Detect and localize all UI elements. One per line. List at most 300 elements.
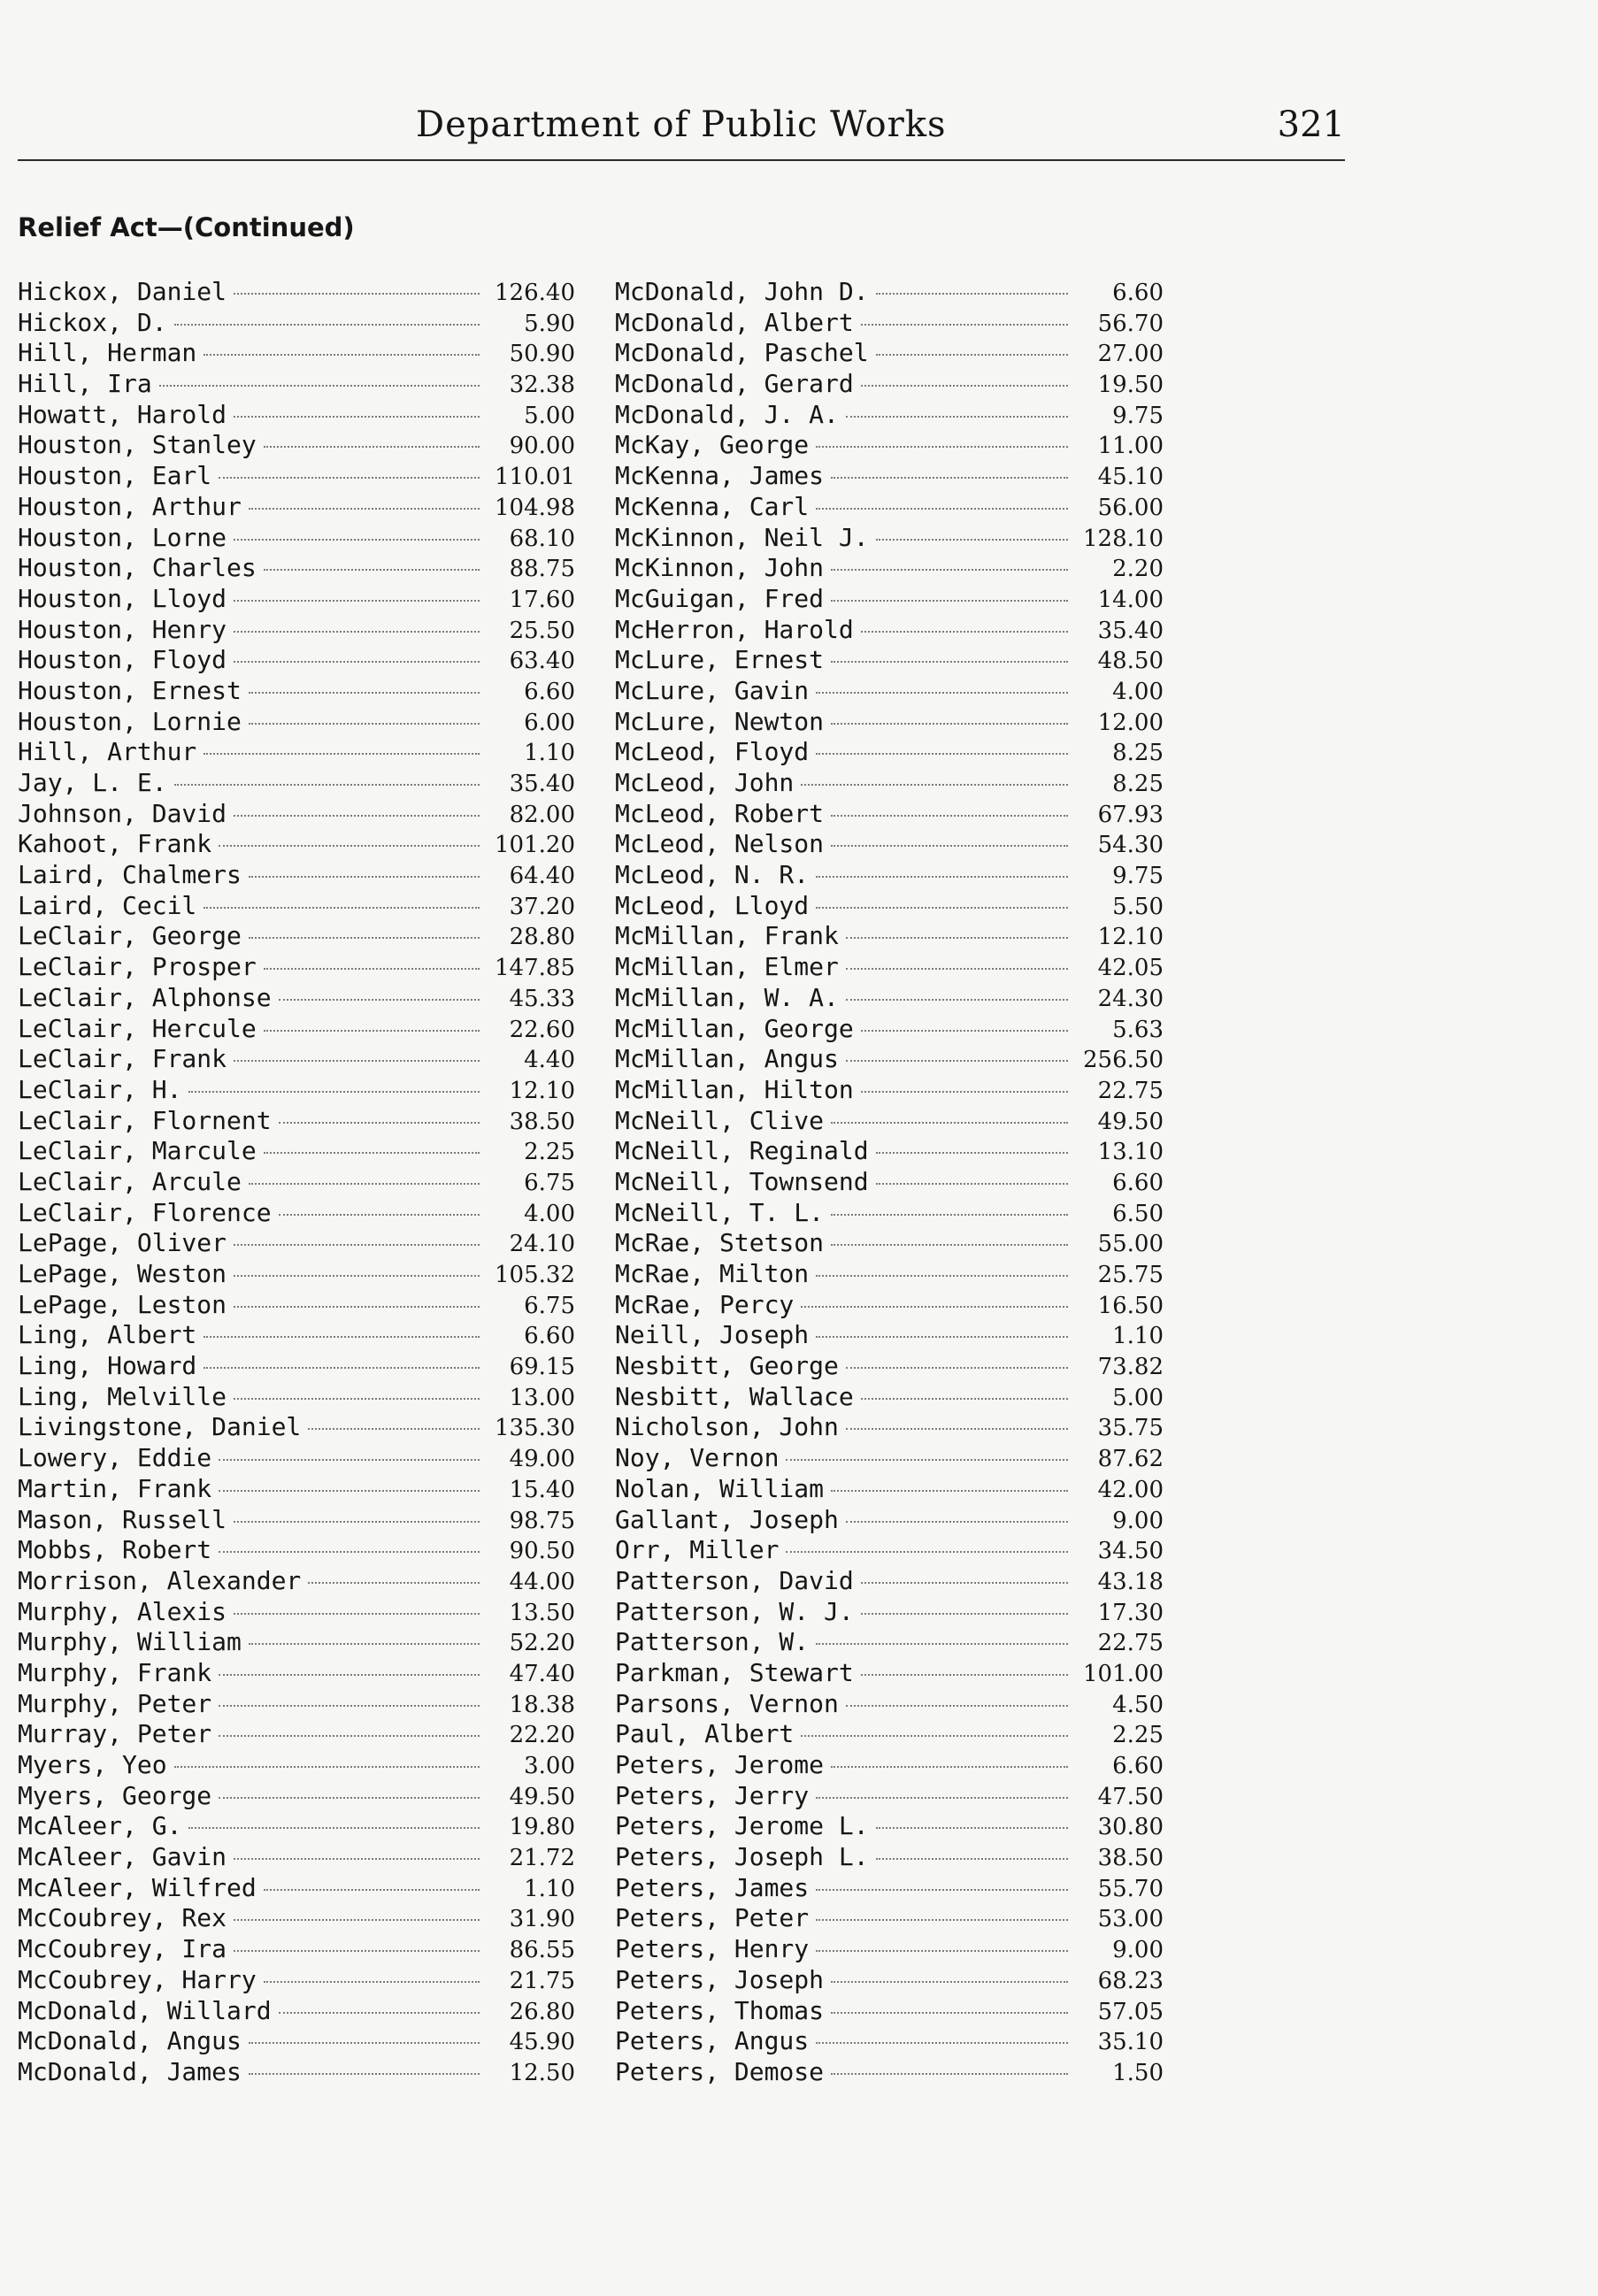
dot-leader (249, 1183, 480, 1185)
payee-name: Laird, Cecil (18, 890, 197, 920)
payee-name: Parkman, Stewart (615, 1657, 854, 1687)
list-item (615, 1597, 1164, 1628)
payee-name: Nolan, William (615, 1473, 825, 1503)
payee-name: Hickox, Daniel (18, 277, 227, 306)
payment-amount: 1.10 (524, 1875, 575, 1902)
payee-name: McAleer, Wilfred (18, 1872, 257, 1902)
dot-leader (264, 446, 480, 448)
dot-leader (174, 784, 480, 786)
payee-name: McLure, Ernest (615, 645, 825, 675)
payment-amount: 5.50 (1112, 893, 1164, 920)
payment-amount: 6.60 (1112, 280, 1164, 306)
dot-leader (234, 631, 480, 633)
payee-name: Peters, Angus (615, 2026, 810, 2056)
list-item (615, 860, 1164, 891)
payment-amount: 42.05 (1097, 955, 1164, 982)
dot-leader (249, 723, 480, 725)
payee-name: Peters, Demose (615, 2056, 825, 2086)
payment-amount: 38.50 (1097, 1845, 1164, 1872)
payment-amount: 256.50 (1083, 1047, 1164, 1074)
payment-amount: 1.10 (524, 740, 575, 767)
dot-leader (831, 661, 1068, 663)
payment-amount: 25.50 (509, 617, 575, 644)
dot-leader (249, 2073, 480, 2075)
payment-amount: 17.30 (1097, 1599, 1164, 1626)
list-item (615, 430, 1164, 461)
dot-leader (876, 1827, 1068, 1829)
list-item (615, 983, 1164, 1014)
dot-leader (204, 354, 480, 356)
dot-leader (219, 1705, 480, 1707)
payee-name: Martin, Frank (18, 1473, 212, 1503)
dot-leader (234, 1919, 480, 1921)
payment-amount: 2.25 (524, 1139, 575, 1166)
payee-name: LeClair, Florence (18, 1197, 272, 1227)
payee-name: Nicholson, John (615, 1412, 839, 1442)
payment-amount: 5.00 (524, 402, 575, 429)
payment-amount: 42.00 (1097, 1476, 1164, 1503)
dot-leader (861, 631, 1068, 633)
dot-leader (234, 416, 480, 418)
payee-name: Noy, Vernon (615, 1443, 780, 1473)
payee-name: McAleer, G. (18, 1811, 182, 1841)
list-item (18, 707, 575, 738)
header-rule (18, 159, 1345, 161)
list-item (615, 676, 1164, 707)
dot-leader (861, 1613, 1068, 1615)
dot-leader (861, 1091, 1068, 1093)
dot-leader (876, 1183, 1068, 1185)
payee-name: Peters, Jerome (615, 1750, 825, 1779)
payee-name: Johnson, David (18, 798, 227, 828)
list-item (18, 1658, 575, 1689)
dot-leader (308, 1582, 480, 1584)
payment-amount: 27.00 (1097, 341, 1164, 368)
list-item (615, 737, 1164, 768)
payment-amount: 44.00 (509, 1568, 575, 1595)
dot-leader (219, 1735, 480, 1737)
dot-leader (308, 1428, 480, 1430)
payee-name: LeClair, H. (18, 1074, 182, 1104)
payee-name: LePage, Leston (18, 1289, 227, 1319)
list-item (18, 1136, 575, 1167)
dot-leader (831, 477, 1068, 479)
list-item (18, 2026, 575, 2057)
list-item (18, 1320, 575, 1351)
list-item (18, 553, 575, 584)
payment-amount: 43.18 (1097, 1568, 1164, 1595)
dot-leader (831, 815, 1068, 817)
payment-amount: 49.00 (509, 1446, 575, 1473)
list-item (18, 1198, 575, 1229)
list-item (18, 584, 575, 615)
payment-amount: 3.00 (524, 1753, 575, 1779)
list-item (18, 983, 575, 1014)
list-item (18, 1996, 575, 2027)
payee-name: McMillan, George (615, 1013, 854, 1043)
list-item (18, 921, 575, 952)
payment-amount: 55.00 (1097, 1231, 1164, 1258)
payee-name: Nesbitt, Wallace (615, 1381, 854, 1411)
payment-amount: 16.50 (1097, 1292, 1164, 1319)
payment-amount: 54.30 (1097, 832, 1164, 859)
payment-amount: 64.40 (509, 863, 575, 890)
payment-amount: 13.10 (1097, 1139, 1164, 1166)
list-item (18, 1412, 575, 1443)
list-item (615, 921, 1164, 952)
payee-name: Myers, Yeo (18, 1750, 167, 1779)
payee-name: McNeill, Clive (615, 1105, 825, 1135)
list-item (615, 799, 1164, 830)
list-item (18, 1873, 575, 1904)
payee-name: McKenna, James (615, 461, 825, 491)
dot-leader (816, 753, 1068, 755)
payee-name: Neill, Joseph (615, 1320, 810, 1350)
dot-leader (861, 1674, 1068, 1676)
list-item (615, 1351, 1164, 1382)
dot-leader (249, 876, 480, 878)
payment-amount: 22.75 (1097, 1630, 1164, 1657)
page-title: Department of Public Works (416, 104, 947, 145)
payee-name: Peters, Peter (615, 1903, 810, 1933)
list-item (18, 492, 575, 523)
payment-amount: 82.00 (509, 801, 575, 828)
payment-amount: 22.75 (1097, 1077, 1164, 1104)
payment-amount: 45.33 (509, 985, 575, 1012)
payment-amount: 12.50 (509, 2059, 575, 2086)
dot-leader (264, 569, 480, 571)
payment-amount: 37.20 (509, 893, 575, 920)
payment-amount: 22.60 (509, 1016, 575, 1043)
dot-leader (801, 784, 1068, 786)
payment-amount: 19.80 (509, 1814, 575, 1841)
list-item (615, 1382, 1164, 1413)
payee-name: Parsons, Vernon (615, 1688, 839, 1718)
payee-name: McCoubrey, Ira (18, 1934, 227, 1964)
list-item (615, 1566, 1164, 1597)
payment-amount: 14.00 (1097, 586, 1164, 613)
dot-leader (279, 1214, 480, 1216)
dot-leader (234, 600, 480, 602)
list-item (18, 308, 575, 339)
payee-name: Murphy, William (18, 1627, 242, 1657)
payment-amount: 15.40 (509, 1476, 575, 1503)
list-item (615, 1136, 1164, 1167)
dot-leader (234, 1858, 480, 1860)
list-item (615, 553, 1164, 584)
payment-amount: 1.50 (1112, 2059, 1164, 2086)
list-item (18, 645, 575, 676)
list-item (615, 1106, 1164, 1137)
payee-name: McKinnon, John (615, 553, 825, 583)
payment-amount: 45.90 (509, 2029, 575, 2056)
payment-amount: 12.10 (509, 1077, 575, 1104)
dot-leader (846, 416, 1068, 418)
payee-name: Peters, Henry (615, 1934, 810, 1964)
payee-name: McDonald, James (18, 2056, 242, 2086)
payment-amount: 18.38 (509, 1691, 575, 1718)
list-item (18, 1474, 575, 1505)
payee-name: Gallant, Joseph (615, 1504, 839, 1534)
payment-amount: 47.40 (509, 1660, 575, 1687)
payment-amount: 55.70 (1097, 1875, 1164, 1902)
dot-leader (831, 1122, 1068, 1124)
dot-leader (219, 1551, 480, 1553)
dot-leader (219, 1490, 480, 1492)
list-item (615, 1259, 1164, 1290)
payment-amount: 90.00 (509, 433, 575, 460)
payment-amount: 13.00 (509, 1384, 575, 1411)
payee-name: Howatt, Harold (18, 399, 227, 429)
dot-leader (816, 508, 1068, 510)
payment-amount: 57.05 (1097, 1998, 1164, 2025)
payee-name: Morrison, Alexander (18, 1565, 302, 1595)
list-item (615, 1996, 1164, 2027)
payment-amount: 4.40 (524, 1047, 575, 1074)
payee-name: Murphy, Peter (18, 1688, 212, 1718)
payee-name: Houston, Ernest (18, 675, 242, 705)
list-item (18, 1965, 575, 1996)
payment-amount: 26.80 (509, 1998, 575, 2025)
payee-name: McRae, Milton (615, 1259, 810, 1288)
payee-name: Hill, Arthur (18, 737, 197, 767)
payment-amount: 98.75 (509, 1507, 575, 1534)
payee-name: Houston, Earl (18, 461, 212, 491)
list-item (18, 430, 575, 461)
left-column (18, 277, 575, 2088)
payee-name: McNeill, Townsend (615, 1166, 869, 1196)
payment-amount: 6.75 (524, 1169, 575, 1196)
dot-leader (234, 1950, 480, 1952)
dot-leader (831, 2012, 1068, 2014)
dot-leader (219, 477, 480, 479)
dot-leader (831, 1214, 1068, 1216)
payee-name: Houston, Lorne (18, 522, 227, 552)
payee-name: Ling, Howard (18, 1351, 197, 1381)
dot-leader (846, 1428, 1068, 1430)
list-item (615, 400, 1164, 431)
payment-amount: 101.00 (1083, 1660, 1164, 1687)
dot-leader (861, 385, 1068, 387)
payment-amount: 22.20 (509, 1722, 575, 1749)
dot-leader (264, 1030, 480, 1032)
payment-amount: 34.50 (1097, 1538, 1164, 1565)
payee-name: Houston, Stanley (18, 430, 257, 460)
list-item (18, 1750, 575, 1781)
payment-amount: 101.20 (495, 832, 575, 859)
list-item (615, 1873, 1164, 1904)
dot-leader (846, 1705, 1068, 1707)
list-item (18, 952, 575, 983)
list-item (615, 584, 1164, 615)
payee-name: LeClair, Arcule (18, 1166, 242, 1196)
dot-leader (816, 1919, 1068, 1921)
payee-name: Orr, Miller (615, 1535, 780, 1565)
dot-leader (831, 1244, 1068, 1246)
dot-leader (801, 1735, 1068, 1737)
list-item (18, 1627, 575, 1658)
payee-name: McLeod, Robert (615, 798, 825, 828)
payment-amount: 12.00 (1097, 709, 1164, 736)
payment-amount: 56.70 (1097, 310, 1164, 337)
payee-name: McLure, Newton (615, 706, 825, 736)
payment-amount: 35.75 (1097, 1415, 1164, 1442)
payee-name: Houston, Floyd (18, 645, 227, 675)
payment-amount: 24.10 (509, 1231, 575, 1258)
payment-amount: 87.62 (1097, 1446, 1164, 1473)
dot-leader (876, 539, 1068, 541)
payee-name: Peters, Joseph L. (615, 1842, 869, 1872)
payment-amount: 6.60 (524, 678, 575, 705)
dot-leader (234, 293, 480, 295)
list-item (18, 461, 575, 492)
payee-name: Peters, James (615, 1872, 810, 1902)
list-item (615, 1658, 1164, 1689)
dot-leader (816, 1889, 1068, 1891)
payment-amount: 67.93 (1097, 801, 1164, 828)
list-item (18, 676, 575, 707)
list-item (18, 277, 575, 308)
list-item (615, 768, 1164, 799)
list-item (615, 1689, 1164, 1720)
dot-leader (861, 324, 1068, 326)
list-item (615, 369, 1164, 400)
list-item (615, 523, 1164, 554)
list-item (18, 1075, 575, 1106)
list-item (18, 400, 575, 431)
payment-amount: 17.60 (509, 586, 575, 613)
dot-leader (831, 845, 1068, 847)
payment-amount: 126.40 (495, 280, 575, 306)
payment-amount: 45.10 (1097, 464, 1164, 491)
dot-leader (846, 937, 1068, 939)
payment-amount: 6.75 (524, 1292, 575, 1319)
payee-name: Houston, Lornie (18, 706, 242, 736)
payee-name: Lowery, Eddie (18, 1443, 212, 1473)
payee-name: Livingstone, Daniel (18, 1412, 302, 1442)
payment-amount: 49.50 (509, 1783, 575, 1810)
dot-leader (816, 1797, 1068, 1799)
dot-leader (234, 1613, 480, 1615)
payee-name: Murray, Peter (18, 1719, 212, 1749)
payee-name: McLeod, Nelson (615, 829, 825, 859)
dot-leader (204, 1367, 480, 1369)
payment-amount: 2.20 (1112, 556, 1164, 583)
list-item (18, 768, 575, 799)
dot-leader (234, 1275, 480, 1277)
dot-leader (159, 385, 480, 387)
dot-leader (174, 1766, 480, 1768)
payee-name: McDonald, John D. (615, 277, 869, 306)
dot-leader (876, 1152, 1068, 1154)
payee-name: Mason, Russell (18, 1504, 227, 1534)
list-item (615, 1903, 1164, 1934)
payment-amount: 12.10 (1097, 924, 1164, 951)
dot-leader (234, 1244, 480, 1246)
payment-amount: 63.40 (509, 648, 575, 675)
dot-leader (816, 1950, 1068, 1952)
payee-name: Kahoot, Frank (18, 829, 212, 859)
payee-name: McMillan, Elmer (615, 952, 839, 982)
payment-amount: 25.75 (1097, 1262, 1164, 1288)
dot-leader (831, 1766, 1068, 1768)
list-item (18, 1811, 575, 1842)
payee-name: LeClair, Frank (18, 1044, 227, 1074)
list-item (18, 2057, 575, 2088)
list-item (615, 1535, 1164, 1566)
payee-name: McCoubrey, Harry (18, 1964, 257, 1994)
dot-leader (219, 1459, 480, 1461)
payee-name: McDonald, J. A. (615, 399, 839, 429)
dot-leader (816, 1275, 1068, 1277)
dot-leader (846, 968, 1068, 970)
dot-leader (816, 446, 1068, 448)
payment-amount: 6.60 (524, 1323, 575, 1350)
payee-name: LeClair, Hercule (18, 1013, 257, 1043)
payee-name: Houston, Lloyd (18, 583, 227, 613)
dot-leader (188, 1827, 480, 1829)
dot-leader (861, 1582, 1068, 1584)
payment-amount: 5.63 (1112, 1016, 1164, 1043)
payment-amount: 6.60 (1112, 1169, 1164, 1196)
list-item (615, 615, 1164, 646)
payment-amount: 135.30 (495, 1415, 575, 1442)
payee-name: Houston, Charles (18, 553, 257, 583)
payee-name: McLeod, N. R. (615, 860, 810, 890)
payee-name: Hill, Ira (18, 369, 152, 399)
list-item (18, 737, 575, 768)
list-item (615, 1781, 1164, 1812)
right-column (615, 277, 1164, 2088)
dot-leader (831, 600, 1068, 602)
payee-name: McNeill, Reginald (615, 1136, 869, 1166)
payee-name: LeClair, George (18, 921, 242, 951)
payee-name: McKay, George (615, 430, 810, 460)
payment-amount: 6.60 (1112, 1753, 1164, 1779)
list-item (615, 1505, 1164, 1536)
dot-leader (219, 845, 480, 847)
payee-name: Laird, Chalmers (18, 860, 242, 890)
payment-amount: 30.80 (1097, 1814, 1164, 1841)
payee-name: McLeod, Floyd (615, 737, 810, 767)
payment-amount: 49.50 (1097, 1108, 1164, 1135)
payee-name: Ling, Albert (18, 1320, 197, 1350)
dot-leader (234, 1398, 480, 1400)
payment-amount: 5.00 (1112, 1384, 1164, 1411)
payment-amount: 9.00 (1112, 1507, 1164, 1534)
dot-leader (219, 1674, 480, 1676)
list-item (615, 1320, 1164, 1351)
list-item (18, 1535, 575, 1566)
payee-name: McHerron, Harold (615, 614, 854, 644)
list-item (18, 1044, 575, 1075)
dot-leader (786, 1551, 1068, 1553)
list-item (18, 1781, 575, 1812)
payment-amount: 90.50 (509, 1538, 575, 1565)
list-item (615, 1075, 1164, 1106)
list-item (615, 1965, 1164, 1996)
payee-name: McMillan, Angus (615, 1044, 839, 1074)
payee-name: McDonald, Willard (18, 1995, 272, 2025)
payee-name: Patterson, W. (615, 1627, 810, 1657)
payment-amount: 4.50 (1112, 1691, 1164, 1718)
payee-name: Jay, L. E. (18, 768, 167, 797)
list-item (615, 891, 1164, 922)
list-item (615, 2026, 1164, 2057)
payee-name: McGuigan, Fred (615, 583, 825, 613)
list-item (18, 1443, 575, 1474)
payment-amount: 13.50 (509, 1599, 575, 1626)
